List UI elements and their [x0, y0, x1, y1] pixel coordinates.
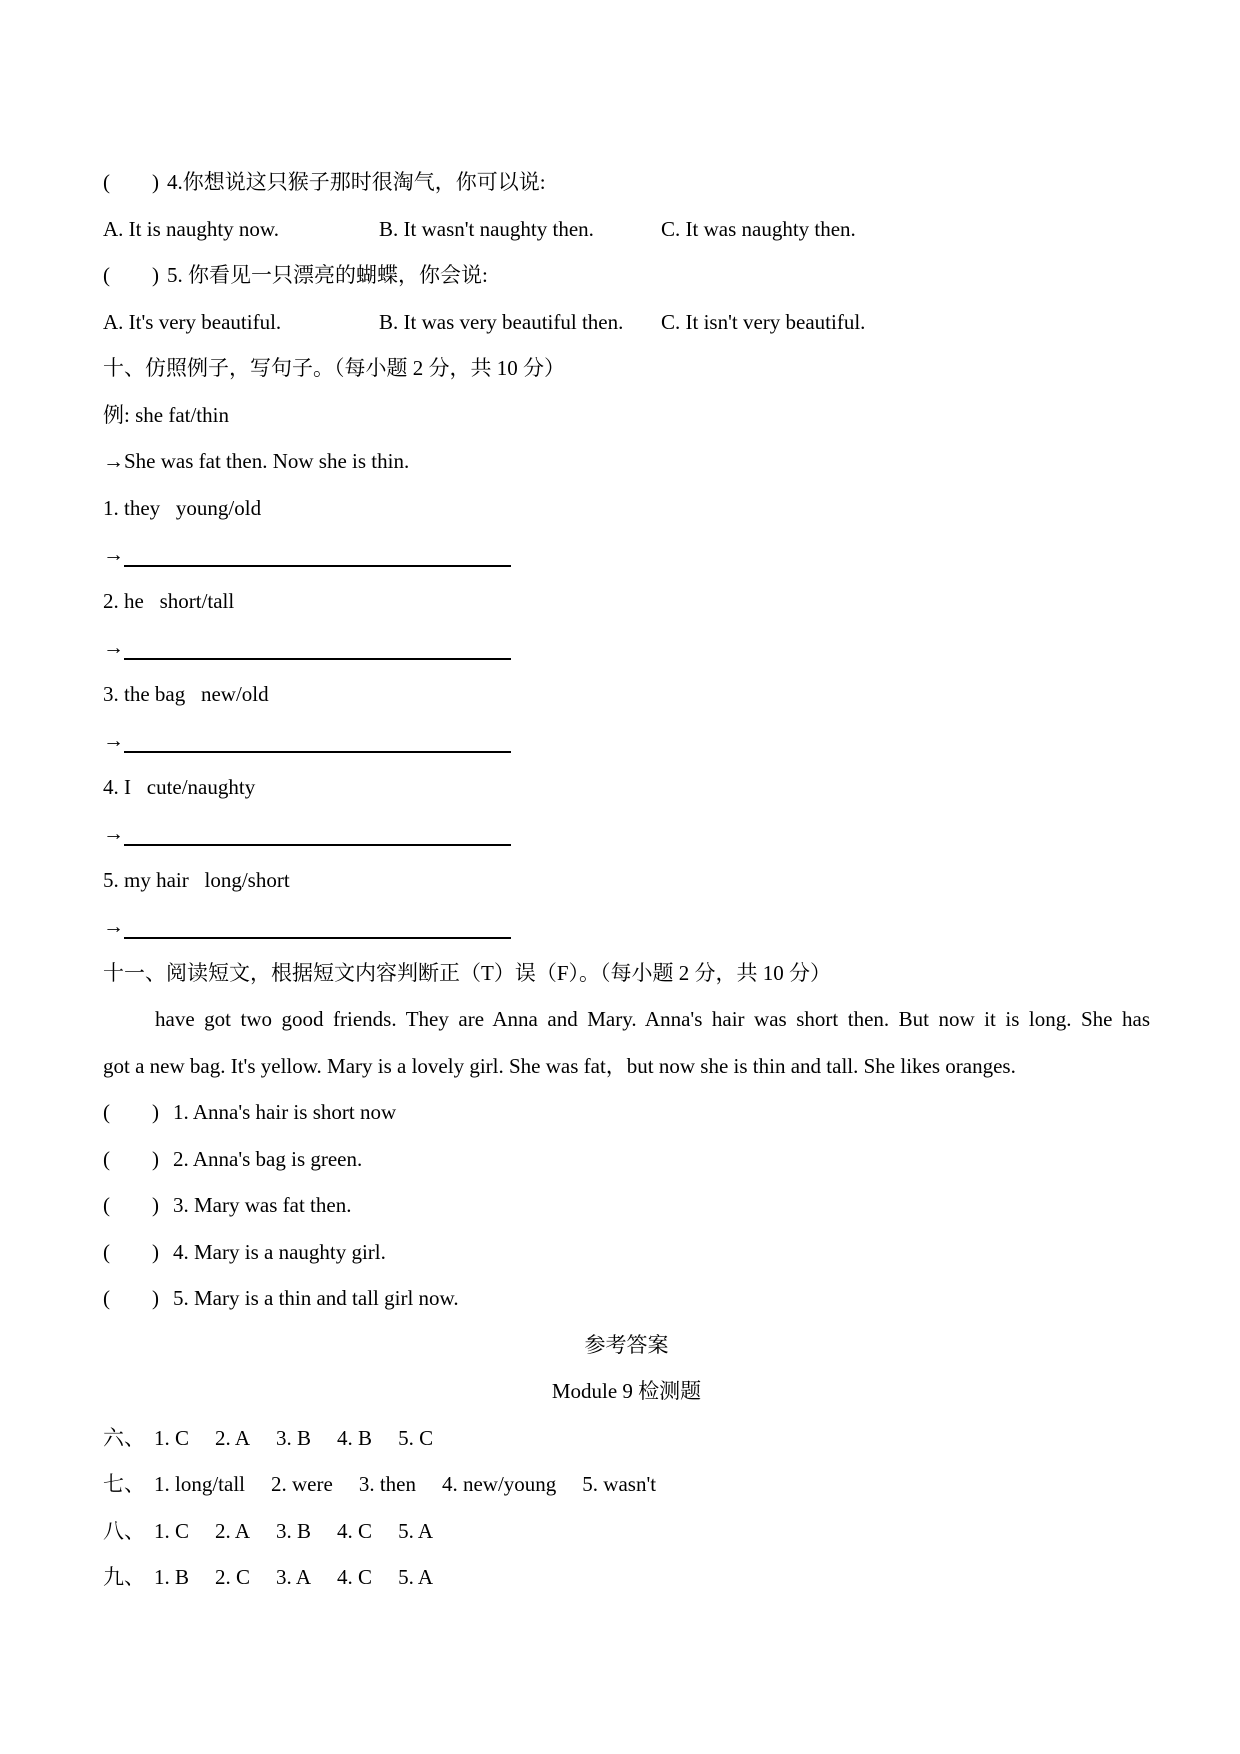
- option-a: A. It is naughty now.: [103, 216, 279, 241]
- fill-item-3: 3. the bag new/old: [103, 681, 269, 706]
- answer-key-subtitle: Module 9 检测题: [551, 1379, 702, 1403]
- passage-line-2: got a new bag. It's yellow. Mary is a lovely girl. She was fat，but now she is thin and tall. She likes oranges.: [103, 1053, 1016, 1078]
- answer-item: 4. B: [337, 1425, 373, 1450]
- answer-item: 2. A: [215, 1425, 251, 1450]
- answer-bracket: ( ): [103, 1193, 159, 1217]
- answer-row-label: 七、: [103, 1472, 145, 1496]
- answer-item: 1. long/tall: [154, 1472, 245, 1496]
- tf-statement-3-text: 3. Mary was fat then.: [173, 1193, 352, 1217]
- answer-item: 5. C: [398, 1425, 434, 1450]
- example-answer-line: [103, 438, 1150, 485]
- tf-statement-4-text: 4. Mary is a naughty girl.: [173, 1239, 386, 1264]
- arrow-icon: →: [103, 821, 124, 845]
- fill-item-4: 4. I cute/naughty: [103, 774, 256, 799]
- fill-item-5: 5. my hair long/short: [103, 867, 290, 892]
- answer-bracket: ( ): [103, 170, 159, 194]
- answer-row-label: 八、: [103, 1518, 145, 1543]
- mc-question-5-options: [103, 299, 1150, 346]
- tf-statement-5-text: 5. Mary is a thin and tall girl now.: [173, 1286, 459, 1310]
- reading-passage: [103, 996, 1150, 1089]
- tf-statement-3: [103, 1182, 1150, 1229]
- answer-row-6: [103, 1415, 1150, 1462]
- answer-item: 2. C: [215, 1565, 251, 1589]
- answer-row-9: [103, 1554, 1150, 1601]
- arrow-icon: →: [103, 635, 124, 659]
- option-c: C. It was naughty then.: [661, 216, 856, 241]
- answer-item: 2. A: [215, 1518, 251, 1543]
- answer-key-title: 参考答案: [584, 1332, 669, 1357]
- answer-item: 3. B: [276, 1425, 312, 1450]
- option-c: C. It isn't very beautiful.: [661, 309, 866, 334]
- arrow-icon: →: [103, 914, 124, 938]
- arrow-icon: →: [103, 728, 124, 752]
- answer-item: 5. A: [398, 1518, 434, 1543]
- mc-question-4-stem: [103, 159, 1150, 206]
- blank-underline: [124, 751, 511, 753]
- answer-item: 3. then: [358, 1472, 416, 1496]
- answer-item: 1. C: [154, 1425, 190, 1450]
- answer-item: 3. A: [276, 1565, 312, 1589]
- answer-blank-2: [103, 624, 1150, 671]
- section-10-heading: 十、仿照例子，写句子。（每小题 2 分，共 10 分）: [103, 356, 565, 380]
- tf-statement-4: [103, 1229, 1150, 1276]
- answer-bracket: ( ): [103, 1146, 159, 1171]
- answer-item: 1. C: [154, 1518, 190, 1543]
- fill-item-1: 1. they young/old: [103, 495, 262, 520]
- answer-bracket: ( ): [103, 1239, 159, 1264]
- answer-item: 4. C: [337, 1565, 373, 1589]
- tf-statement-5: [103, 1275, 1150, 1322]
- answer-item: 4. new/young: [441, 1472, 557, 1496]
- answer-row-label: 九、: [103, 1565, 145, 1589]
- example-prompt: 例: she fat/thin: [103, 402, 229, 427]
- tf-statement-1-text: 1. Anna's hair is short now: [173, 1100, 397, 1124]
- mc-question-4-options: [103, 206, 1150, 253]
- answer-bracket: ( ): [103, 263, 159, 287]
- answer-bracket: ( ): [103, 1286, 159, 1310]
- example-answer-text: She was fat then. Now she is thin.: [124, 449, 410, 473]
- answer-item: 2. were: [271, 1472, 333, 1496]
- answer-item: 3. B: [276, 1518, 312, 1543]
- mc-question-4-text: 4.你想说这只猴子那时很淘气，你可以说:: [167, 170, 546, 194]
- option-a: A. It's very beautiful.: [103, 309, 282, 334]
- answer-item: 5. A: [398, 1565, 434, 1589]
- arrow-icon: →: [103, 542, 124, 566]
- answer-bracket: ( ): [103, 1100, 159, 1124]
- tf-statement-2: [103, 1136, 1150, 1183]
- arrow-icon: →: [103, 449, 124, 473]
- answer-item: 1. B: [154, 1565, 190, 1589]
- blank-underline: [124, 565, 511, 567]
- answer-item: 5. wasn't: [582, 1472, 657, 1496]
- answer-row-8: [103, 1508, 1150, 1555]
- option-b: B. It wasn't naughty then.: [379, 216, 594, 241]
- mc-question-5-stem: [103, 252, 1150, 299]
- answer-blank-3: [103, 717, 1150, 764]
- answer-blank-1: [103, 531, 1150, 578]
- blank-underline: [124, 658, 511, 660]
- answer-blank-5: [103, 903, 1150, 950]
- answer-row-label: 六、: [103, 1425, 145, 1450]
- blank-underline: [124, 844, 511, 846]
- answer-row-7: [103, 1461, 1150, 1508]
- answer-item: 4. C: [337, 1518, 373, 1543]
- section-11-heading: 十一、阅读短文，根据短文内容判断正（T）误（F）。（每小题 2 分，共 10 分）: [103, 960, 832, 985]
- option-b: B. It was very beautiful then.: [379, 309, 624, 334]
- blank-underline: [124, 937, 511, 939]
- passage-line-1: have got two good friends. They are Anna and Mary. Anna's hair was short then. But now it is long. She has: [155, 1007, 1150, 1031]
- tf-statement-2-text: 2. Anna's bag is green.: [173, 1146, 363, 1171]
- mc-question-5-text: 5. 你看见一只漂亮的蝴蝶，你会说:: [167, 263, 488, 287]
- fill-item-2: 2. he short/tall: [103, 588, 235, 613]
- answer-blank-4: [103, 810, 1150, 857]
- tf-statement-1: [103, 1089, 1150, 1136]
